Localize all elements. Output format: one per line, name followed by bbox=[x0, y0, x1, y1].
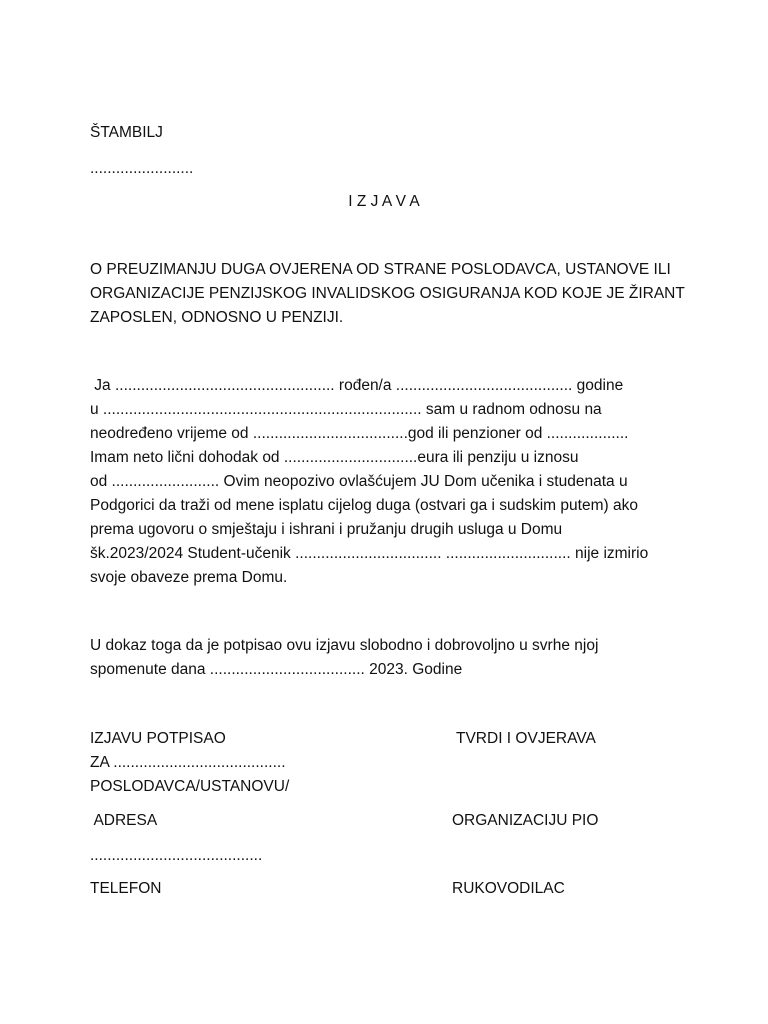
declaration-line: prema ugovoru o smještaju i ishrani i pružanju drugih usluga u Domu bbox=[90, 521, 563, 538]
proof-line: U dokaz toga da je potpisao ovu izjavu slobodno i dobrovoljno u svrhe njoj bbox=[90, 637, 599, 654]
subject-line: O PREUZIMANJU DUGA OVJERENA OD STRANE POSLODAVCA, USTANOVE ILI bbox=[90, 261, 671, 278]
phone-label: TELEFON bbox=[90, 880, 162, 897]
declaration-line: šk.2023/2024 Student-učenik .................................. ............................. nije izmirio bbox=[90, 545, 649, 562]
stamp-label: ŠTAMBILJ bbox=[90, 124, 163, 141]
declaration-line: Imam neto lični dohodak od ...............................eura ili penziju u iznosu bbox=[90, 449, 579, 466]
subject-line: ORGANIZACIJE PENZIJSKOG INVALIDSKOG OSIGURANJA KOD KOJE JE ŽIRANT bbox=[90, 285, 685, 302]
confirms-label: TVRDI I OVJERAVA bbox=[456, 730, 596, 747]
declaration-line: Ja ................................................... rođen/a ......................................... godine bbox=[90, 377, 624, 394]
address-blank: ........................................ bbox=[90, 847, 263, 864]
org-label: ORGANIZACIJU PIO bbox=[452, 812, 599, 829]
employer-label: POSLODAVCA/USTANOVU/ bbox=[90, 778, 290, 795]
declaration-line: svoje obaveze prema Domu. bbox=[90, 569, 288, 586]
document-title: I Z J A V A bbox=[348, 193, 420, 210]
stamp-blank: ........................ bbox=[90, 160, 194, 177]
declaration-line: neodređeno vrijeme od ....................................god ili penzioner od ................... bbox=[90, 425, 629, 442]
subject-line: ZAPOSLEN, ODNOSNO U PENZIJI. bbox=[90, 309, 344, 326]
address-label: ADRESA bbox=[90, 812, 158, 829]
signed-by-label: IZJAVU POTPISAO bbox=[90, 730, 226, 747]
manager-label: RUKOVODILAC bbox=[452, 880, 565, 897]
proof-line: spomenute dana .................................... 2023. Godine bbox=[90, 661, 463, 678]
declaration-line: od ......................... Ovim neopozivo ovlašćujem JU Dom učenika i studenata u bbox=[90, 473, 628, 490]
declaration-line: Podgorici da traži od mene isplatu cijelog duga (ostvari ga i sudskim putem) ako bbox=[90, 497, 638, 514]
for-line: ZA ........................................ bbox=[90, 754, 286, 771]
declaration-line: u .......................................................................... sam u radnom odnosu na bbox=[90, 401, 602, 418]
